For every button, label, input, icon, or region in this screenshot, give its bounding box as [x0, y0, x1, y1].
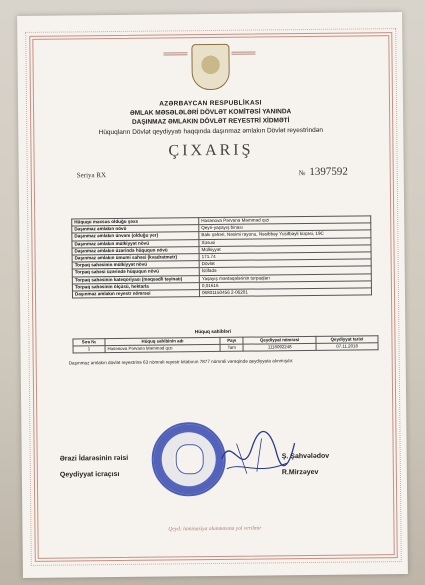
owners-cell: Həsənova Pərvanə Məmməd qızı [105, 344, 220, 352]
column-header: Sıra № [73, 339, 105, 346]
property-details-table [71, 215, 372, 298]
row-value: 06801150456 2-06201 [199, 288, 371, 297]
signature-title-executor: Qeydiyyat icraçısı [59, 470, 120, 479]
row-value: Dövlət [199, 259, 371, 268]
document-number [299, 166, 348, 179]
row-label: Daşınmaz əmlakın mülkiyyət növü [72, 239, 199, 248]
ornament-left [163, 52, 187, 75]
row-value: 171.74 [199, 252, 371, 261]
row-label: Torpaq sahəsinin mülkiyyət növü [72, 261, 199, 270]
row-label: Daşınmaz əmlakın üzərində hüququn növü [72, 246, 199, 255]
row-value: Yaşayış məntəqələrinin torpaqları [199, 273, 371, 282]
column-header: Payı [220, 337, 243, 344]
column-header: Qeydiyyat nömrəsi [243, 336, 316, 344]
row-value: 0,01616 [199, 281, 371, 290]
row-value: İstifadə [199, 266, 371, 275]
row-label: Hüququ məxsus olduğu şəxs [72, 218, 199, 227]
owners-cell: Tam [220, 344, 243, 351]
owners-table [72, 335, 378, 353]
header-service: DAŞINMAZ ƏMLAKIN DÖVLƏT REYESTRİ XİDMƏTİ [131, 117, 290, 126]
official-stamp-icon [151, 422, 226, 497]
ornament-right [231, 52, 255, 75]
row-value: Bakı şəhəri, Nəsimi rayonu, Nəsibbəy Yusifbəyli küçəsi, 19C [199, 230, 371, 239]
number-prefix: № [298, 169, 306, 178]
document-title: ÇIXARIŞ [168, 141, 254, 160]
header-committee: ƏMLAK MƏSƏLƏLƏRİ DÖVLƏT KOMİTƏSİ YANINDA [129, 108, 292, 117]
series-label: Seriya RX [76, 171, 107, 180]
row-value: Həsənova Pərvanə Məmməd qızı [199, 216, 371, 225]
row-value: Xüsusi [199, 237, 371, 246]
registration-note: Daşınmaz əmlakın dövlət reyestrinə 63 nömrəli reyestr kitabının 7877 nömrəli vərəqində qeydiyyata alınmışdır. [68, 358, 294, 366]
row-label: Torpaq sahəsinin ölçüsü, hektarla [72, 282, 199, 291]
signature-title-head: Ərazi İdarəsinin rəisi [59, 454, 129, 463]
owners-cell: 1118092248 [243, 343, 316, 351]
header-subtitle: Hüquqların Dövlət qeydiyyatı haqqında daşınmaz əmlakın Dövlət reyestrindən [98, 126, 324, 137]
signature-name-executor: R.Mirzəyev [281, 468, 319, 477]
column-header: Qeydiyyat tarixi [316, 336, 378, 344]
number-value: 1397592 [309, 165, 348, 178]
stamp-emblem-icon [176, 444, 204, 474]
row-label: Torpaq sahəsi üzərində hüququn növü [72, 268, 199, 277]
row-value: Mülkiyyət [199, 245, 371, 254]
row-label: Daşınmaz əmlakın ünvanı (olduğu yer) [72, 232, 199, 241]
row-label: Torpaq sahəsinin kateqoriyası (məqsədli təyinatı) [72, 275, 199, 284]
signature-name-head: Ş. Şahvələdov [281, 452, 330, 461]
row-value: Qeyri-yaşayış binası [199, 223, 371, 232]
owners-cell: 07.11.2018 [316, 343, 378, 351]
footer-note: Qeyd: laminasiya olunmasına yol verilmir [168, 525, 262, 533]
column-header: Hüquq sahibinin adı [105, 337, 220, 345]
owners-title: Hüquq sahibləri [194, 329, 232, 336]
owners-cell: 1 [73, 346, 105, 353]
header-country: AZƏRBAYCAN RESPUBLİKASI [159, 99, 262, 108]
state-emblem-icon [191, 44, 229, 90]
row-label: Daşınmaz əmlakın ümumi sahəsi (kvadratmetr) [72, 254, 199, 263]
certificate-paper [17, 12, 408, 578]
row-label: Daşınmaz əmlakın reyestr nömrəsi [72, 290, 199, 299]
row-label: Daşınmaz əmlakın növü [72, 225, 199, 234]
